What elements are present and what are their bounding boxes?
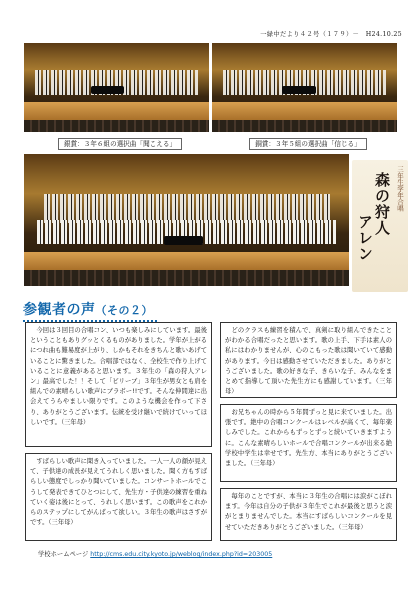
section-title-sub: （その２） <box>95 304 153 317</box>
title-art-small: 三年生学年合唱 <box>396 166 404 212</box>
footer-label: 学校ホームページ <box>38 551 89 558</box>
section-title <box>23 299 153 319</box>
comment-box-1: 今回は３回目の合唱コン、いつも楽しみにしています。最後ということもありグッとくるものがありました。学年が上がるにつれ曲も難易度が上がり、しかもそれをきちんと歌いあげていることに驚きました。合唱部ではなく、全校生で作り上げていることに意義があると思います。３年生の「森の狩人アレン」最高でした！！そして「ビリーブ」３年生が男女とも肩を組んでの素晴らしい歌声にブラボー!!です。そんな伸間達に出会えてうらやましい限りです。このような機会を作って下さり、ありがとうございます。伝統を受け継いで続けていってほしいです。（三年母） <box>25 322 212 447</box>
footer <box>38 549 272 558</box>
comment-box-5: 毎年のことですが、本当に３年生の合唱には涙がこぼれます。今年は自分の子供が３年生でこれが最後と思うと涙がとまりませんでした。本当にすばらしいコンクールを見せていただきありがとうございました。（三年母） <box>220 488 397 541</box>
comment-box-4: お兄ちゃんの時から５年間ずっと見に来ていました。出張です。絶中の合唱コンクールはレベルが高くて、毎年楽しみでした。これからもずっとずっと続いていきますように。こんな素晴らしいホールで合唱コンクールが出来る絶学校中学生は幸せです。先生方、本当にありがとうございました。（三年母） <box>220 404 397 482</box>
photo-chorus-2 <box>212 43 397 132</box>
section-title-main: 参観者の声 <box>23 302 96 318</box>
photo-caption-2: 銅賞：３年５組の選択曲「信じる」 <box>249 138 367 150</box>
photo-chorus-3 <box>24 154 349 286</box>
school-homepage-link[interactable]: http://cms.edu.city.kyoto.jp/weblog/index.php?id=203005 <box>90 551 273 558</box>
newsletter-header: 一緑中だより４２号（１７９）－ H24.10.25 <box>260 31 402 38</box>
photo-caption-1: 銀賞：３年６組の選択曲「聞こえる」 <box>58 138 182 150</box>
title-art-line-1: 森の狩人 <box>373 172 391 236</box>
photo-chorus-1 <box>24 43 209 132</box>
title-art <box>352 160 408 292</box>
title-art-line-2: アレン <box>356 214 374 262</box>
comment-box-2: すばらしい歌声に聞き入っていました。一人一人の顔が見えて、子供達の成長が見えてうれしく思いました。聞く方もすばらしい態度でしっかり聞いていました。コンサートホールでこうして発表できてひとつにして、先生方・子供達の練習を重ねていく姿は後にとって、うれしく思います。この歌声をこれからのステップにしてがんばって欲しい。３年生の歌声はさすがです。（三年母） <box>25 453 212 541</box>
comment-box-3: どのクラスも練習を積んで、真剣に取り組んできたことがわかる合唱だったと思います。歌の上手、下手は素人の私にはわかりませんが、心のこもった歌は聞いていて感動があります。今日は感動させていただきました。ありがとうございました。歌の好きな子、きらいな子、みんなをまとめて指導して頂いた先生方にも感謝しています。（三年母） <box>220 322 397 398</box>
